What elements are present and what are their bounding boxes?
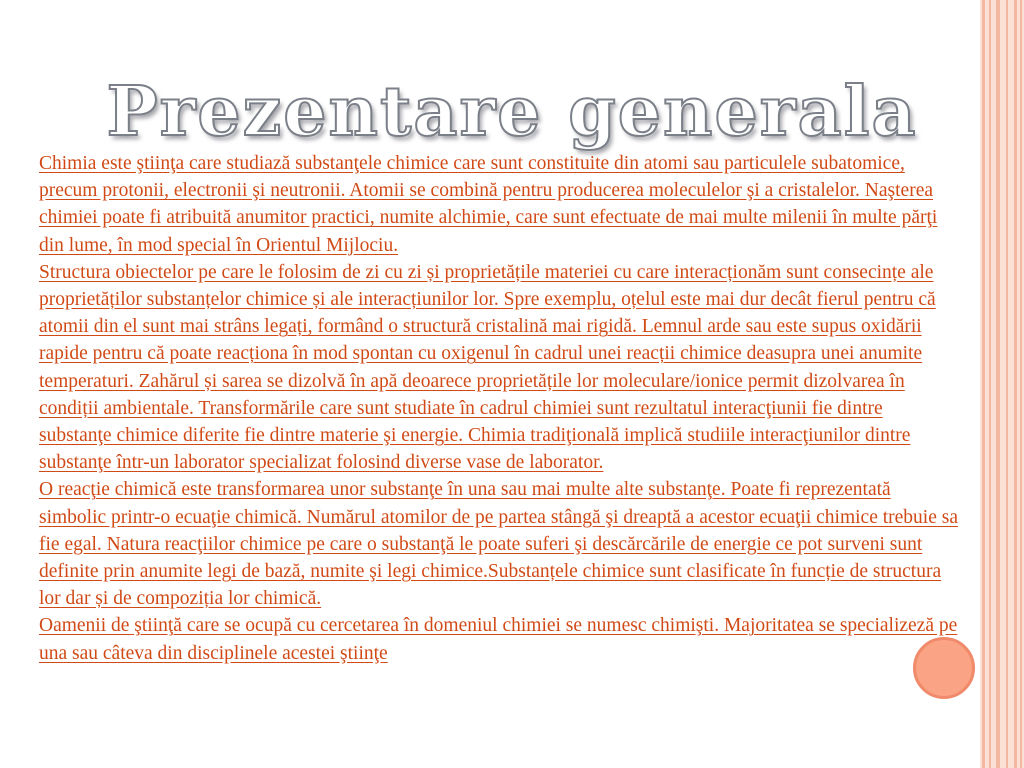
paragraph-chemists[interactable]: Oamenii de ştiinţă care se ocupă cu cercetarea în domeniul chimiei se numesc chimişti. Majoritatea se specializeză pe una sau câteva din disciplinele acestei ştiinţe <box>39 615 958 664</box>
stripe <box>1020 0 1022 768</box>
decorative-circle <box>913 637 975 699</box>
stripe <box>996 0 1000 768</box>
slide-title: Prezentare generala <box>106 71 918 152</box>
paragraph-structure[interactable]: Structura obiectelor pe care le folosim de zi cu zi și proprietățile materiei cu care interacționăm sunt consecințe ale proprietăților substanțelor chimice și ale interacțiunilor lor. Spre exemplu, oțelul este mai dur decât fierul pentru că atomii din el sunt mai strâns legați, formând o structură cristalină mai rigidă. Lemnul arde sau este supus oxidării rapide pentru că poate reacționa în mod spontan cu oxigenul în cadrul unei reacții chimice deasupra unei anumite temperaturi. Zahărul și sarea se dizolvă în apă deoarece proprietățile lor moleculare/ionice permit dizolvarea în condiții ambientale. Transformările care sunt studiate în cadrul chimiei sunt rezultatul interacţiunii fie dintre substanţe chimice diferite fie dintre materie şi energie. Chimia tradiţională implică studiile interacţiunilor dintre substanţe într-un laborator specializat folosind diverse vase de laborator. <box>39 261 936 474</box>
stripe <box>1014 0 1017 768</box>
stripe <box>1006 0 1008 768</box>
stripe <box>982 0 985 768</box>
stripe <box>989 0 991 768</box>
paragraph-reactions[interactable]: O reacţie chimică este transformarea unor substanţe în una sau mai multe alte substanţe. Poate fi reprezentată simbolic printr-o ecuaţie chimică. Numărul atomilor de pe partea stângă şi dreaptă a acestor ecuaţii chimice trebuie sa fie egal. Natura reacţiilor chimice pe care o substanţă le poate suferi şi descărcările de energie ce pot surveni sunt definite prin anumite legi de bază, numite şi legi chimice.Substanțele chimice sunt clasificate în funcție de structura lor dar și de compoziția lor chimică. <box>39 479 958 610</box>
slide-body <box>39 150 959 667</box>
paragraph-chemistry-intro[interactable]: Chimia este ştiinţa care studiază substanţele chimice care sunt constituite din atomi sau particulele subatomice, precum protonii, electronii şi neutronii. Atomii se combină pentru producerea moleculelor şi a cristalelor. Naşterea chimiei poate fi atribuită anumitor practici, numite alchimie, care sunt efectuate de mai multe milenii în multe părţi din lume, în mod special în Orientul Mijlociu. <box>39 153 938 256</box>
decorative-stripes <box>980 0 1024 768</box>
